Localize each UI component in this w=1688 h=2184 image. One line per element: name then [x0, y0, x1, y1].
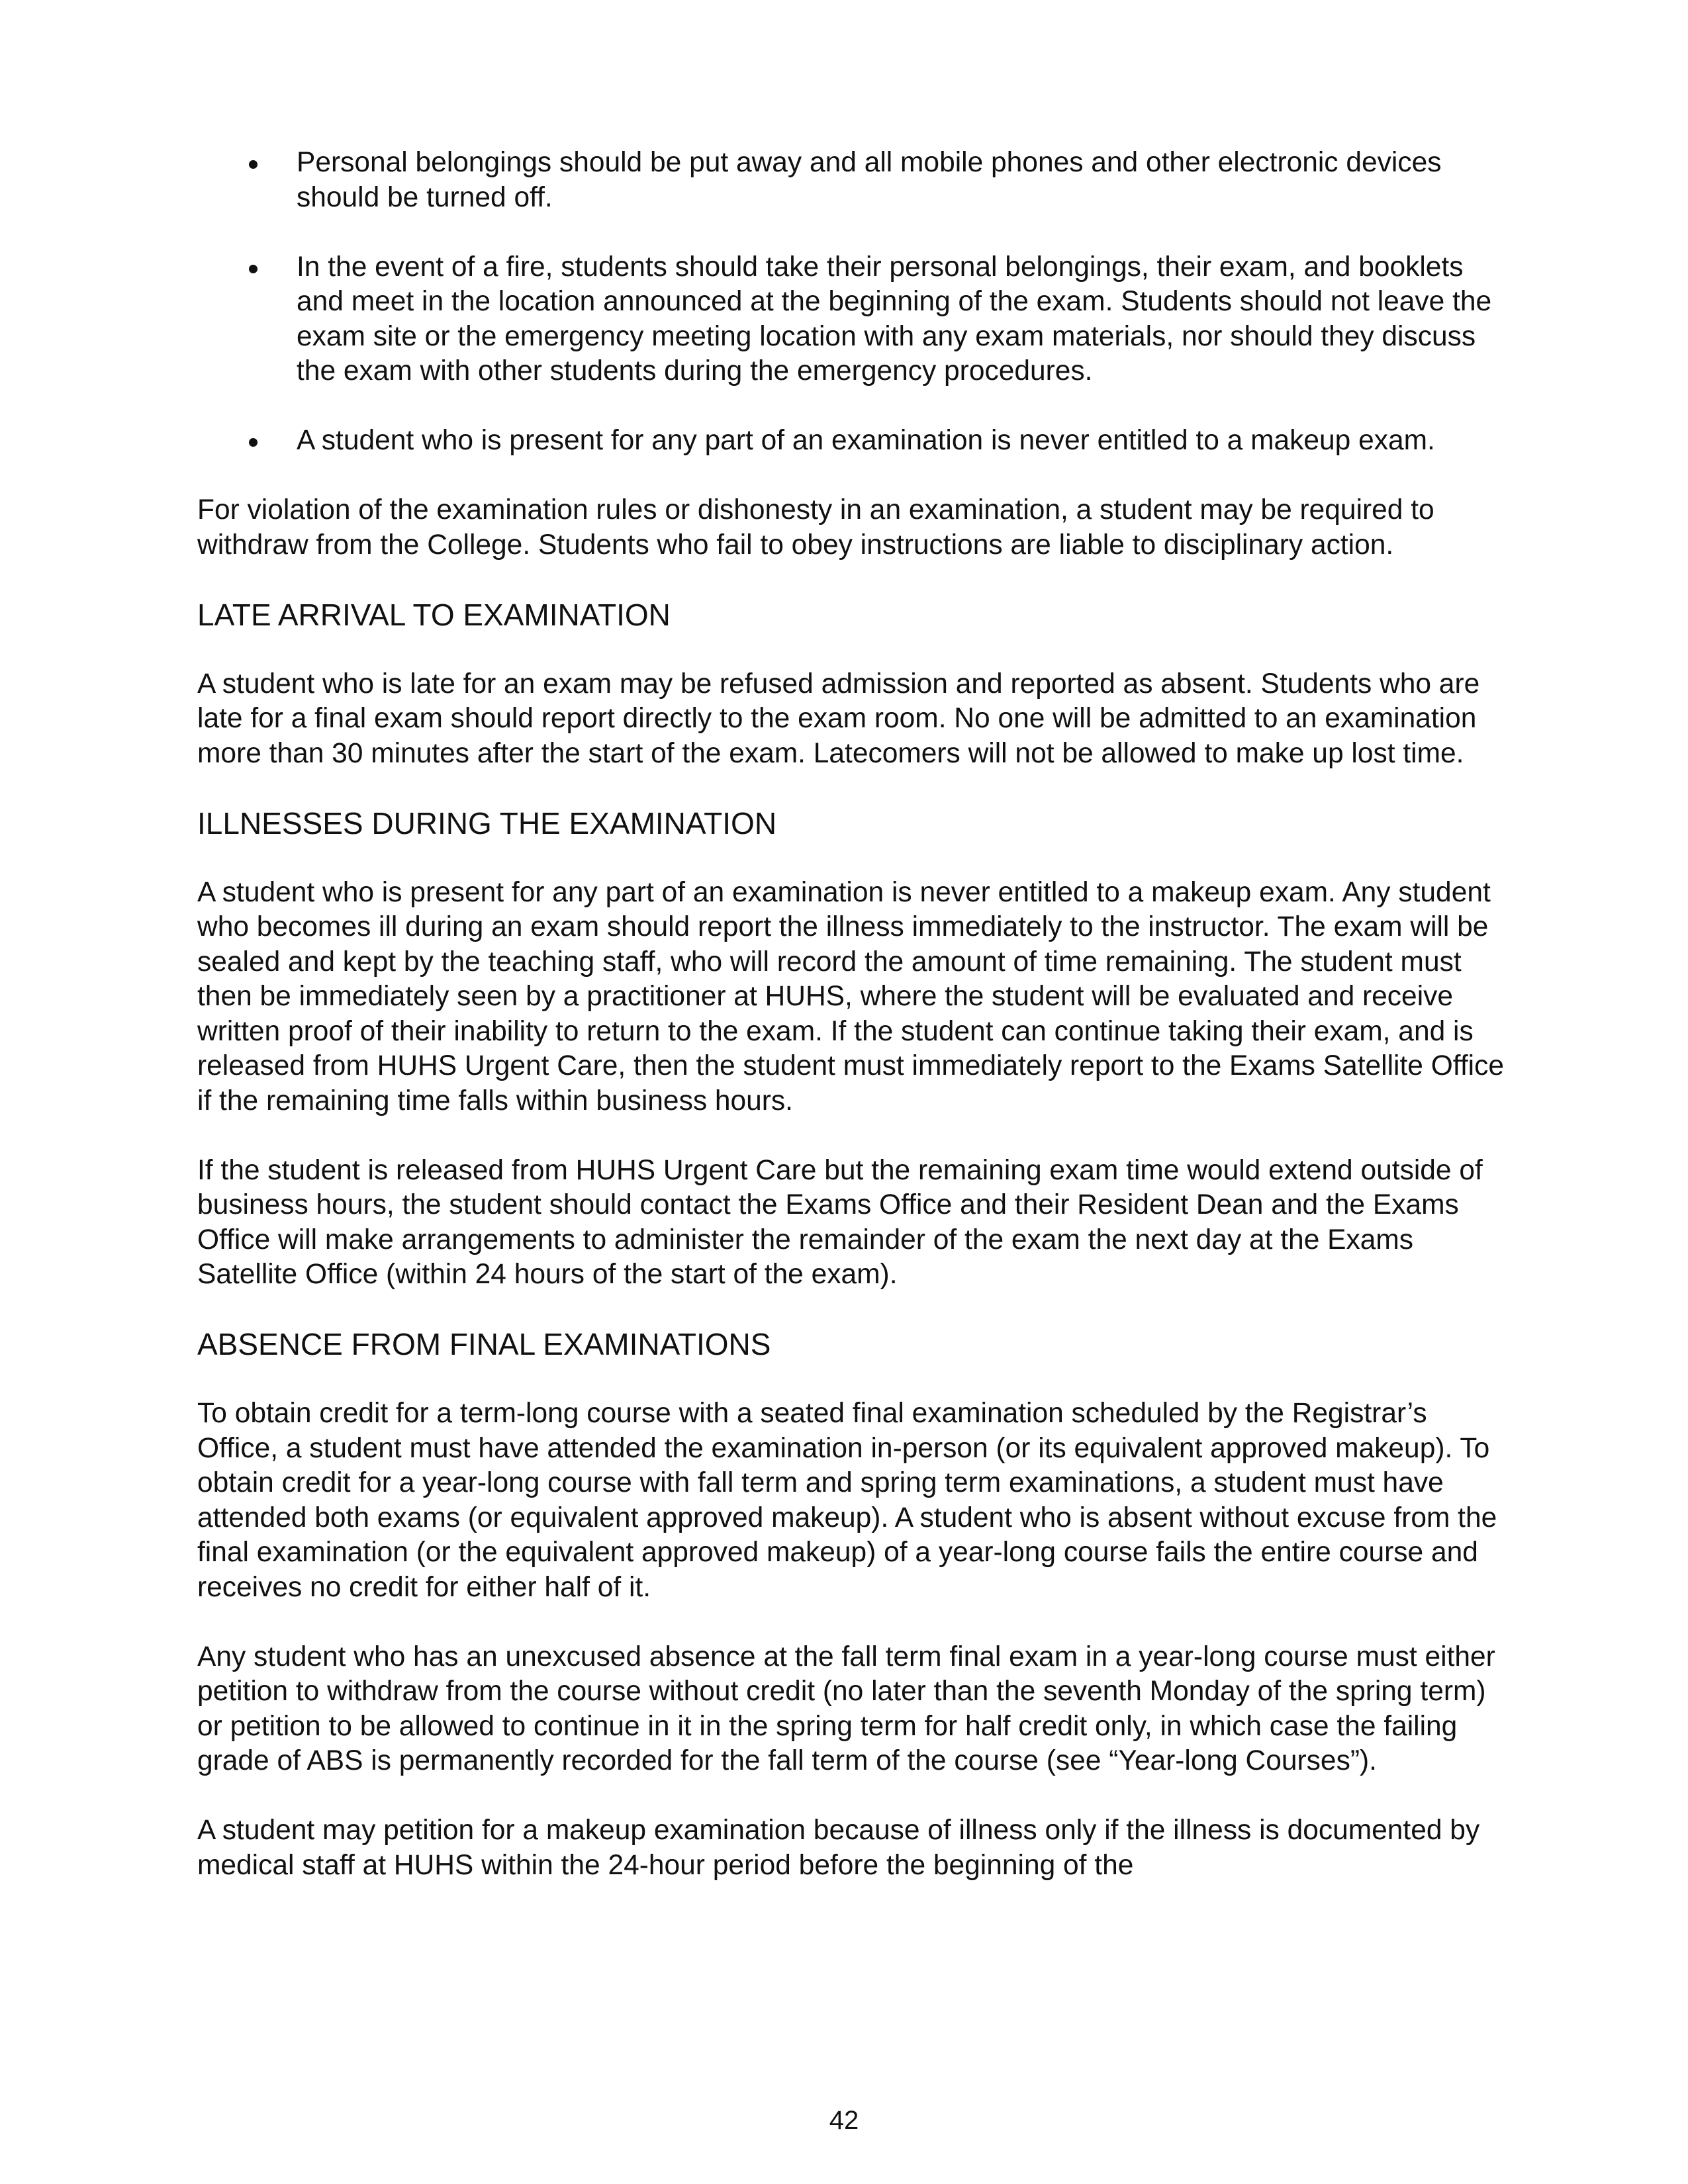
absence-paragraph-1: To obtain credit for a term-long course with a seated final examination scheduled by the Registrar’s Office, a student must have attended the examination in-person (or its equivalent approved makeup). To obtain credit for a year-long course with fall term and spring term examinations, a student must have attended both exams (or equivalent approved makeup). A student who is absent without excuse from the final examination (or the equivalent approved makeup) of a year-long course fails the entire course and receives no credit for either half of it. [197, 1398, 1497, 1603]
absence-paragraph-3: A student may petition for a makeup examination because of illness only if the illness is documented by medical staff at HUHS within the 24-hour period before the beginning of the [197, 1815, 1480, 1881]
bullet-icon [249, 160, 258, 169]
illnesses-heading: ILLNESSES DURING THE EXAMINATION [197, 805, 777, 841]
illnesses-paragraph-1: A student who is present for any part of an examination is never entitled to a makeup exam. Any student who becomes ill during an exam should report the illness immediately to the instructor. The exam will be sealed and kept by the teaching staff, who will record the amount of time remaining. The student must then be immediately seen by a practitioner at HUHS, where the student will be evaluated and receive written proof of their inability to return to the exam. If the student can continue taking their exam, and is released from HUHS Urgent Care, then the student must immediately report to the Exams Satellite Office if the remaining time falls within business hours. [197, 876, 1504, 1116]
absence-heading: ABSENCE FROM FINAL EXAMINATIONS [197, 1327, 771, 1361]
illnesses-paragraph-2: If the student is released from HUHS Urgent Care but the remaining exam time would extend outside of business hours, the student should contact the Exams Office and their Resident Dean and the Exams Office will make arrangements to administer the remainder of the exam the next day at the Exams Satellite Office (within 24 hours of the start of the exam). [197, 1154, 1483, 1290]
list-item [197, 250, 1515, 389]
page-number: 42 [829, 2106, 859, 2135]
bullet-icon [249, 438, 258, 447]
exam-rules-list [197, 146, 1515, 459]
document-page [197, 146, 1515, 1918]
late-arrival-heading: LATE ARRIVAL TO EXAMINATION [197, 597, 671, 632]
list-item-text: A student who is present for any part of an examination is never entitled to a makeup exam. [297, 425, 1435, 456]
list-item-text: In the event of a fire, students should take their personal belongings, their exam, and booklets and meet in the location announced at the beginning of the exam. Students should not leave the exam site or the emergency meeting location with any exam materials, nor should they discuss the exam with other students during the emergency procedures. [297, 251, 1492, 387]
violation-paragraph: For violation of the examination rules or dishonesty in an examination, a student may be required to withdraw from the College. Students who fail to obey instructions are liable to disciplinary action. [197, 494, 1434, 561]
list-item [197, 146, 1515, 215]
list-item-text: Personal belongings should be put away and all mobile phones and other electronic devices should be turned off. [297, 147, 1442, 213]
absence-paragraph-2: Any student who has an unexcused absence at the fall term final exam in a year-long course must either petition to withdraw from the course without credit (no later than the seventh Monday of the spring term) or petition to be allowed to continue in it in the spring term for half credit only, in which case the failing grade of ABS is permanently recorded for the fall term of the course (see “Year-long Courses”). [197, 1641, 1495, 1776]
late-arrival-paragraph: A student who is late for an exam may be refused admission and reported as absent. Students who are late for a final exam should report directly to the exam room. No one will be admitted to an examination more than 30 minutes after the start of the exam. Latecomers will not be allowed to make up lost time. [197, 668, 1480, 769]
list-item [197, 424, 1515, 459]
bullet-icon [249, 265, 258, 273]
